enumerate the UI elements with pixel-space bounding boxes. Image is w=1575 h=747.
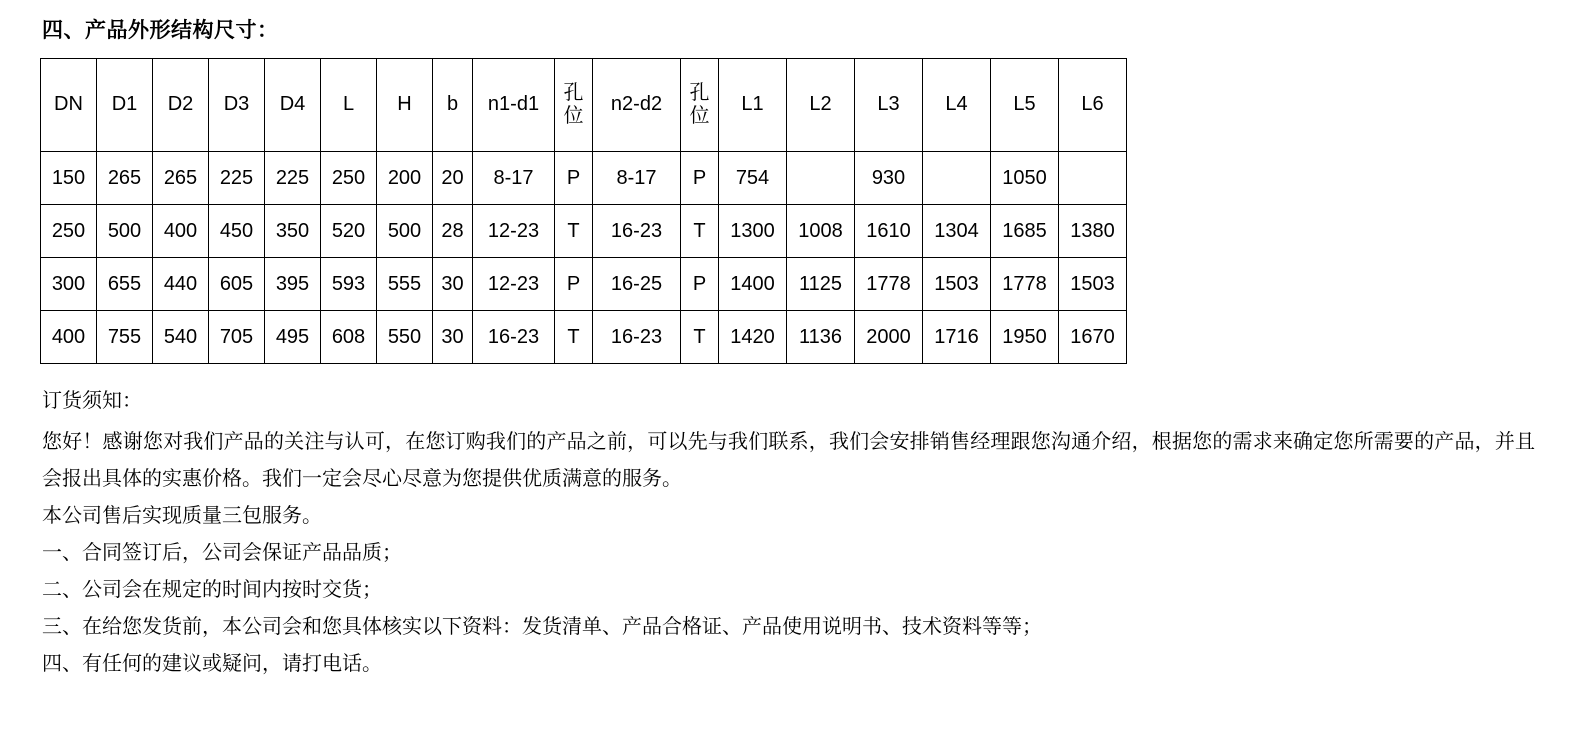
cell-value: P [566,166,581,189]
cell-value: 520 [331,219,366,242]
table-header-cell [377,59,433,152]
cell-value: P [566,272,581,295]
table-cell [681,152,719,205]
header-label: 孔位 [563,81,584,127]
cell-value: 1503 [934,272,979,295]
table-cell [681,205,719,258]
table-cell [787,258,855,311]
table-header-cell [473,59,555,152]
cell-value: 540 [163,325,198,348]
cell-value: 495 [275,325,310,348]
order-notice-title: 订货须知： [42,390,142,412]
table-cell [209,258,265,311]
table-cell [787,205,855,258]
table-cell [41,152,97,205]
table-cell [97,311,153,364]
cell-value: 605 [219,272,254,295]
cell-value: 555 [387,272,422,295]
cell-value: 28 [441,219,464,242]
header-label: L1 [741,93,764,116]
cell-value: 1716 [934,325,979,348]
header-label: L4 [945,93,968,116]
table-cell [719,152,787,205]
header-label: L2 [809,93,832,116]
cell-value: 16-23 [610,325,663,348]
order-notice-paragraph: 二、公司会在规定的时间内按时交货； [42,579,382,601]
cell-value: 1778 [866,272,911,295]
cell-value: 265 [163,166,198,189]
table-cell [719,311,787,364]
cell-value: 1950 [1002,325,1047,348]
cell-value: P [692,166,707,189]
table-cell [473,258,555,311]
cell-value: 12-23 [487,219,540,242]
table-header-cell [787,59,855,152]
table-cell [1059,258,1127,311]
table-header-cell [681,59,719,152]
table-cell [719,258,787,311]
header-label: L [342,93,355,116]
cell-value: 1400 [730,272,775,295]
table-cell [377,258,433,311]
table-cell [377,205,433,258]
table-cell [321,311,377,364]
cell-value: 150 [51,166,86,189]
table-header-cell [991,59,1059,152]
cell-value: 1503 [1070,272,1115,295]
table-header-cell [719,59,787,152]
cell-value: 16-23 [487,325,540,348]
table-cell [265,311,321,364]
table-cell [433,205,473,258]
table-cell [991,311,1059,364]
cell-value: 1778 [1002,272,1047,295]
header-label: D1 [111,93,138,116]
table-cell [1059,311,1127,364]
table-cell [473,311,555,364]
table-row [41,258,1127,311]
table-row [41,152,1127,205]
cell-value: 200 [387,166,422,189]
cell-value: 2000 [866,325,911,348]
table-cell [209,205,265,258]
order-notice-section [40,382,1535,683]
table-cell [991,152,1059,205]
table-row [41,311,1127,364]
table-cell [209,311,265,364]
cell-value: 500 [387,219,422,242]
cell-value: 400 [51,325,86,348]
header-label: L6 [1081,93,1104,116]
cell-value: 395 [275,272,310,295]
cell-value: 1304 [934,219,979,242]
table-cell [991,258,1059,311]
table-cell [265,258,321,311]
table-cell [681,311,719,364]
table-cell [719,205,787,258]
cell-value: 250 [51,219,86,242]
table-cell [209,152,265,205]
cell-value: 8-17 [493,166,534,189]
table-cell [991,205,1059,258]
table-cell [433,152,473,205]
table-cell [787,311,855,364]
table-cell [855,205,923,258]
cell-value: 30 [441,272,464,295]
table-cell [555,258,593,311]
cell-value: T [567,325,580,348]
cell-value: 1136 [798,325,842,348]
table-cell [1059,152,1127,205]
table-header-cell [97,59,153,152]
order-notice-paragraph: 四、有任何的建议或疑问，请打电话。 [42,653,382,675]
cell-value: 450 [219,219,254,242]
table-cell [593,258,681,311]
table-cell [41,258,97,311]
cell-value: T [693,219,706,242]
table-cell [377,311,433,364]
table-cell [473,205,555,258]
order-notice-paragraph: 本公司售后实现质量三包服务。 [42,505,322,527]
table-cell [41,311,97,364]
cell-value: 400 [163,219,198,242]
table-cell [555,152,593,205]
table-row [41,205,1127,258]
cell-value: 300 [51,272,86,295]
table-cell [153,258,209,311]
table-header-cell [593,59,681,152]
cell-value: 705 [219,325,254,348]
table-cell [153,205,209,258]
table-cell [555,205,593,258]
cell-value: 8-17 [616,166,657,189]
cell-value: 608 [331,325,366,348]
table-header-cell [209,59,265,152]
order-notice-paragraph: 一、合同签订后，公司会保证产品品质； [42,542,402,564]
cell-value: 16-23 [610,219,663,242]
table-header-cell [321,59,377,152]
table-cell [593,152,681,205]
table-cell [97,258,153,311]
cell-value: 593 [331,272,366,295]
order-notice-paragraph: 您好！感谢您对我们产品的关注与认可，在您订购我们的产品之前，可以先与我们联系，我们会安排销售经理跟您沟通介绍，根据您的需求来确定您所需要的产品，并且会报出具体的实惠价格。我们一定会尽心尽意为您提供优质满意的服务。 [42,431,1535,490]
cell-value: 30 [441,325,464,348]
table-cell [855,152,923,205]
table-cell [433,311,473,364]
table-cell [923,205,991,258]
order-notice-paragraph: 三、在给您发货前，本公司会和您具体核实以下资料：发货清单、产品合格证、产品使用说明书、技术资料等等； [42,616,1042,638]
table-header-cell [1059,59,1127,152]
header-label: L5 [1013,93,1036,116]
header-label: 孔位 [689,81,710,127]
cell-value: 550 [387,325,422,348]
cell-value: 440 [163,272,198,295]
cell-value: 20 [441,166,464,189]
product-dimensions-table [40,58,1127,364]
header-label: DN [54,93,83,116]
table-cell [593,205,681,258]
table-cell [855,258,923,311]
table-cell [555,311,593,364]
table-cell [265,152,321,205]
table-header-cell [923,59,991,152]
table-cell [321,205,377,258]
cell-value: 1420 [730,325,775,348]
table-cell [433,258,473,311]
cell-value: 225 [275,166,310,189]
table-cell [153,311,209,364]
cell-value: T [567,219,580,242]
header-label: b [446,93,459,116]
table-cell [97,152,153,205]
header-label: n1-d1 [487,93,540,116]
cell-value: 1670 [1070,325,1115,348]
table-cell [855,311,923,364]
table-cell [473,152,555,205]
table-header-cell [855,59,923,152]
table-cell [377,152,433,205]
cell-value: 1125 [798,272,842,295]
table-header-cell [265,59,321,152]
header-label: H [397,93,412,116]
header-label: D3 [223,93,250,116]
cell-value: 225 [219,166,254,189]
cell-value: 930 [871,166,906,189]
cell-value: T [693,325,706,348]
cell-value: 500 [107,219,142,242]
cell-value: 655 [107,272,142,295]
cell-value: 755 [107,325,142,348]
header-label: D4 [279,93,306,116]
table-header-row [41,59,1127,152]
table-cell [593,311,681,364]
cell-value: 250 [331,166,366,189]
cell-value: 1008 [798,219,843,242]
cell-value: 265 [107,166,142,189]
table-header-cell [153,59,209,152]
cell-value: 1685 [1002,219,1047,242]
cell-value: 12-23 [487,272,540,295]
cell-value: 16-25 [610,272,663,295]
cell-value: 350 [275,219,310,242]
table-header-cell [433,59,473,152]
table-cell [1059,205,1127,258]
cell-value: 754 [735,166,770,189]
header-label: n2-d2 [610,93,663,116]
table-cell [681,258,719,311]
cell-value: 1050 [1002,166,1047,189]
cell-value: P [692,272,707,295]
table-cell [321,152,377,205]
table-cell [923,152,991,205]
header-label: L3 [877,93,900,116]
table-header-cell [555,59,593,152]
table-cell [321,258,377,311]
table-cell [265,205,321,258]
table-cell [153,152,209,205]
cell-value: 1610 [866,219,911,242]
page-title: 四、产品外形结构尺寸： [42,19,279,42]
table-cell [923,311,991,364]
header-label: D2 [167,93,194,116]
table-header-cell [41,59,97,152]
table-cell [97,205,153,258]
table-cell [787,152,855,205]
table-cell [923,258,991,311]
table-cell [41,205,97,258]
cell-value: 1300 [730,219,775,242]
cell-value: 1380 [1070,219,1115,242]
